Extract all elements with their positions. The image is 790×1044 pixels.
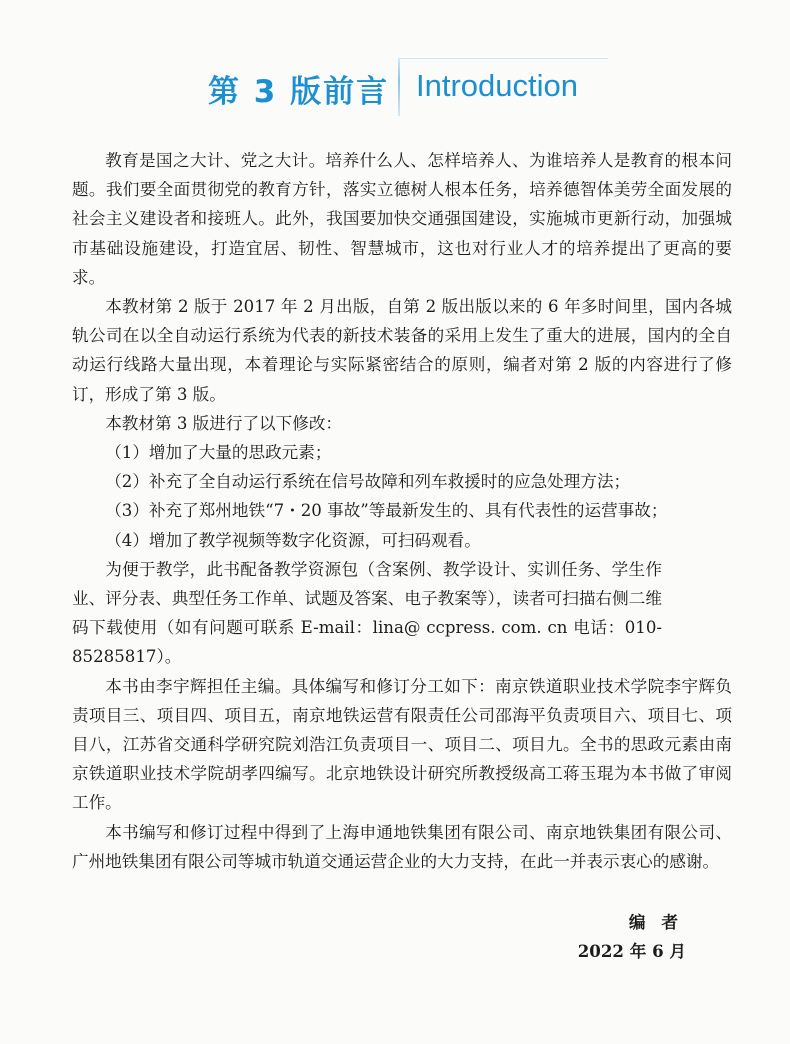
signature-date: 2022 年 6 月 (577, 941, 686, 962)
signature-block (577, 908, 694, 966)
list-item-change-4: （4）增加了教学视频等数字化资源，可扫码观看。 (105, 530, 481, 550)
paragraph-education: 教育是国之大计、党之大计。培养什么人、怎样培养人、为谁培养人是教育的根本问题。我们要全面贯彻党的教育方针，落实立德树人根本任务，培养德智体美劳全面发展的社会主义建设者和接班人。此外，我国要加快交通强国建设，实施城市更新行动，加强城市基础设施建设，打造宜居、韧性、智慧城市，这也对行业人才的培养提出了更高的要求。 (72, 151, 732, 287)
list-item-change-3: （3）补充了郑州地铁“7・20 事故”等最新发生的、具有代表性的运营事故； (105, 501, 668, 521)
paragraph-acknowledgements: 本书编写和修订过程中得到了上海申通地铁集团有限公司、南京地铁集团有限公司、广州地铁集团有限公司等城市轨道交通运营企业的大力支持，在此一并表示衷心的感谢。 (72, 822, 732, 871)
paragraph-edition-history: 本教材第 2 版于 2017 年 2 月出版，自第 2 版出版以来的 6 年多时间里，国内各城轨公司在以全自动运行系统为代表的新技术装备的采用上发生了重大的进展，国内的全自动运行线路大量出现，本着理论与实际紧密结合的原则，编者对第 2 版的内容进行了修订，形成了第 3 版。 (72, 297, 732, 404)
list-item-change-1: （1）增加了大量的思政元素； (105, 443, 332, 463)
paragraph-changes-intro: 本教材第 3 版进行了以下修改： (105, 413, 343, 433)
title-divider (398, 58, 400, 116)
page-title: 第 3 版前言 (208, 74, 390, 110)
paragraph-teaching-resources: 为便于教学，此书配备教学资源包（含案例、教学设计、实训任务、学生作业、评分表、典型任务工作单、试题及答案、电子教案等），读者可扫描右侧二维码下载使用（如有问题可联系 E-mail：lina@ ccpress. com. cn 电话：010-85285817）。 (72, 559, 662, 667)
page-title-english: Introduction (416, 68, 578, 103)
page-header (0, 58, 790, 118)
signature-author: 编者 (628, 912, 694, 932)
preface-body (72, 146, 732, 876)
paragraph-authors: 本书由李宇辉担任主编。具体编写和修订分工如下：南京铁道职业技术学院李宇辉负责项目三、项目四、项目五，南京地铁运营有限责任公司邵海平负责项目六、项目七、项目八，江苏省交通科学研究院刘浩江负责项目一、项目二、项目九。全书的思政元素由南京铁道职业技术学院胡孝四编写。北京地铁设计研究所教授级高工蒋玉琨为本书做了审阅工作。 (72, 676, 732, 813)
title-top-rule (398, 58, 608, 59)
list-item-change-2: （2）补充了全自动运行系统在信号故障和列车救援时的应急处理方法； (105, 472, 631, 492)
